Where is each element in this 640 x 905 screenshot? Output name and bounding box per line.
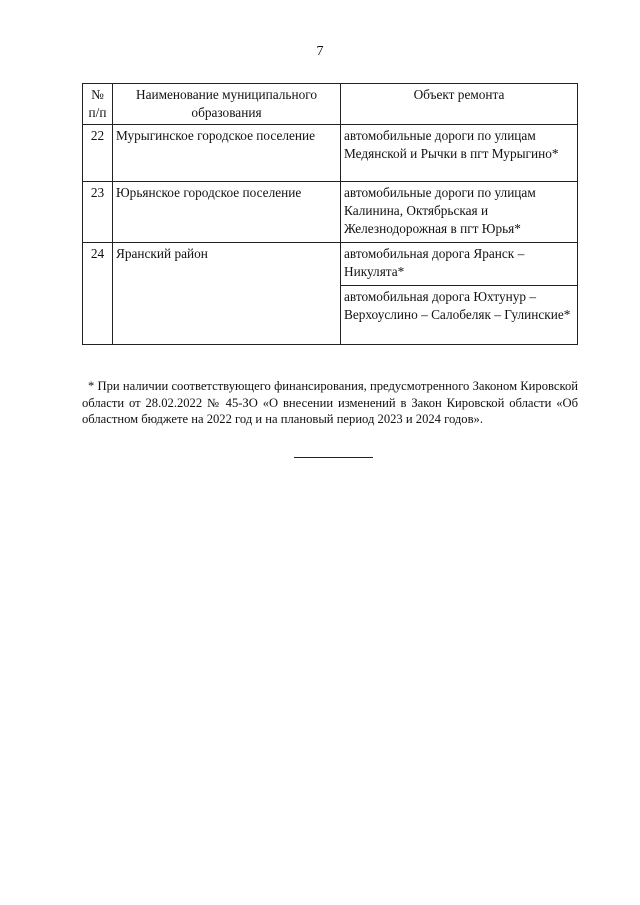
row-repair-object: автомобильная дорога Юхтунур – Верхоуслино – Салобеляк – Гулинские*: [341, 286, 578, 345]
table-row: [83, 125, 578, 182]
row-municipality: Яранский район: [113, 243, 341, 345]
closing-divider: [294, 457, 373, 458]
row-municipality: Юрьянское городское поселение: [113, 182, 341, 243]
footnote: * При наличии соответствующего финансирования, предусмотренного Законом Кировской области от 28.02.2022 № 45-ЗО «О внесении изменений в Закон Кировской области «Об областном бюджете на 2022 год и на плановый период 2023 и 2024 годов».: [82, 379, 578, 426]
header-repair-object: Объект ремонта: [341, 84, 578, 125]
row-num: 23: [83, 182, 113, 243]
row-repair-object: автомобильные дороги по улицам Калинина, Октябрьская и Железнодорожная в пгт Юрья*: [341, 182, 578, 243]
page-number: 7: [316, 44, 324, 59]
row-municipality: Мурыгинское городское поселение: [113, 125, 341, 182]
header-municipality: Наименование муниципального образования: [113, 84, 341, 125]
table-row: [83, 182, 578, 243]
row-num: 22: [83, 125, 113, 182]
header-num: № п/п: [83, 84, 113, 125]
table-row: [83, 243, 578, 286]
table-header-row: [83, 84, 578, 125]
row-num: 24: [83, 243, 113, 345]
row-repair-object: автомобильная дорога Яранск – Никулята*: [341, 243, 578, 286]
repair-objects-table: [82, 83, 578, 345]
row-repair-object: автомобильные дороги по улицам Медянской и Рычки в пгт Мурыгино*: [341, 125, 578, 182]
